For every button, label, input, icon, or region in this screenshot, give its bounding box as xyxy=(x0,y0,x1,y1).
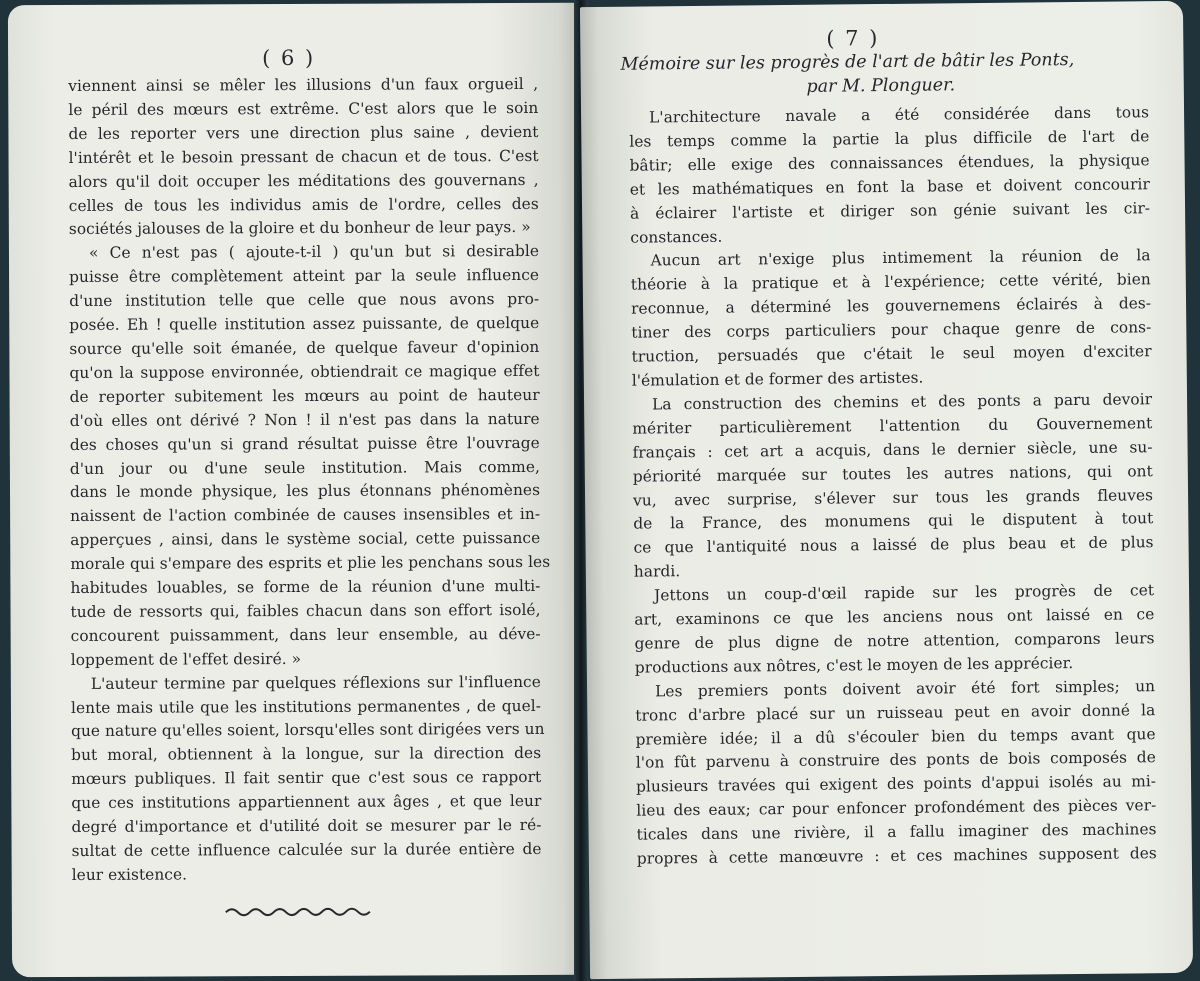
text-line: loppement de l'effet desiré. » xyxy=(70,649,302,669)
text-line: à éclairer l'artiste et diriger son génie suivant les cir- xyxy=(629,198,1151,223)
text-line: que ces institutions appartiennent aux âges , et que leur xyxy=(71,792,542,813)
text-line: leur existence. xyxy=(71,865,188,884)
text-line: naissent de l'action combinée de causes insensibles et in- xyxy=(70,505,541,526)
text-line: théorie à la pratique et à l'expérience; cette vérité, bien xyxy=(630,270,1151,295)
text-line: plusieurs travées qui exigent des points d'appui isolés au mi- xyxy=(636,772,1157,797)
text-line: viennent ainsi se mêler les illusions d'un faux orgueil , xyxy=(68,74,539,95)
text-line: le péril des mœurs est extrême. C'est alors que le soin xyxy=(68,98,539,119)
text-line: bâtir; elle exige des connaissances étendues, la physique xyxy=(629,151,1150,175)
text-line: posée. Eh ! quelle institution assez puissante, de quelque xyxy=(69,313,540,335)
text-line: mériter particulièrement l'attention du Gouvernement xyxy=(632,413,1153,438)
page-number: ( 6 ) xyxy=(262,45,316,71)
text-line: but moral, obtiennent à la longue, sur la direction des xyxy=(71,744,542,765)
right-page-text xyxy=(629,101,1157,871)
text-line: l'on fût parvenu à construire des ponts de bois composés de xyxy=(635,748,1156,773)
text-line: périorité marquée sur toutes les autres nations, qui ont xyxy=(632,461,1153,486)
text-line: Les premiers ponts doivent avoir été fort simples; un xyxy=(654,676,1156,701)
text-line: concourent puissamment, dans leur ensemble, au déve- xyxy=(70,624,541,645)
text-line: première idée; il a dû s'écouler bien du temps avant que xyxy=(635,724,1156,749)
text-line: « Ce n'est pas ( ajoute-t-il ) qu'un but si desirable xyxy=(88,242,539,263)
left-page xyxy=(8,3,580,977)
text-line: propres à cette manœuvre : et ces machines supposent des xyxy=(636,844,1157,868)
text-line: tronc d'arbre placé sur un ruisseau peut en avoir donné la xyxy=(635,700,1156,725)
text-line: l'émulation et de former des artistes. xyxy=(631,368,924,390)
text-line: l'intérêt et le besoin pressant de chacun et de tous. C'est xyxy=(68,146,539,167)
text-line: degré d'importance et d'utilité doit se mesurer par le ré- xyxy=(71,816,542,837)
text-line: lieu des eaux; car pour enfoncer profondément des pièces ver- xyxy=(636,796,1157,820)
left-page-text xyxy=(68,73,551,888)
text-line: productions aux nôtres, c'est le moyen de les apprécier. xyxy=(634,653,1074,677)
text-line: truction, persuadés que c'était le seul moyen d'exciter xyxy=(631,342,1152,366)
text-line: habitudes louables, se forme de la réunion d'une multi- xyxy=(70,576,541,598)
text-line: dans le monde physique, les plus étonnans phénomènes xyxy=(69,481,541,502)
text-line: mœurs publiques. Il fait sentir que c'est sous ce rapport xyxy=(71,768,542,789)
text-line: apperçues , ainsi, dans le système social, cette puissance xyxy=(70,529,541,550)
text-line: morale qui s'empare des esprits et plie les penchans sous les xyxy=(70,553,551,574)
text-line: puisse être complètement atteint par la seule influence xyxy=(69,266,540,287)
text-line: lente mais utile que les institutions permanentes , de quel- xyxy=(70,696,541,717)
decorative-ornament-icon xyxy=(222,904,382,921)
text-line: celles de tous les individus amis de l'ordre, celles des xyxy=(68,194,539,215)
text-line: reconnue, a déterminé les gouvernemens éclairés à des- xyxy=(630,294,1152,318)
text-line: vu, avec surprise, s'élever sur tous les grands fleuves xyxy=(632,485,1154,510)
text-line: des choses qu'un si grand résultat puisse être l'ouvrage xyxy=(69,433,540,454)
text-line: L'architecture navale a été considérée dans tous xyxy=(648,103,1150,127)
article-title-line2: par M. Plonguer. xyxy=(806,75,956,97)
text-line: que nature qu'elles soient, lorsqu'elles sont dirigées vers un xyxy=(71,720,545,741)
text-line: français : cet art a acquis, dans le dernier siècle, une su- xyxy=(632,437,1153,462)
article-title xyxy=(620,47,1140,100)
page-number: ( 7 ) xyxy=(826,26,880,51)
text-line: d'une institution telle que celle que nous avons pro- xyxy=(69,290,540,311)
article-title-line1: Mémoire sur les progrès de l'art de bâtir les Ponts, xyxy=(620,50,1075,75)
text-line: Aucun art n'exige plus intimement la réunion de la xyxy=(650,246,1151,270)
text-line: tude de ressorts qui, faibles chacun dans son effort isolé, xyxy=(70,600,541,621)
text-line: d'où elles ont dérivé ? Non ! il n'est pas dans la nature xyxy=(69,409,540,430)
text-line: qu'on la suppose environnée, obtiendrait ce magique effet xyxy=(69,361,540,382)
text-line: constances. xyxy=(630,227,723,247)
text-line: de la France, des monumens qui le disputent à tout xyxy=(633,509,1154,534)
text-line: ticales dans une rivière, il a fallu imaginer des machines xyxy=(636,820,1157,844)
text-line: de reporter subitement les mœurs au point de hauteur xyxy=(69,385,540,406)
text-line: alors qu'il doit occuper les méditations des gouvernans , xyxy=(68,170,539,191)
text-line: tiner des corps particuliers pour chaque genre de cons- xyxy=(631,318,1152,342)
text-line: source qu'elle soit émanée, de quelque faveur d'opinion xyxy=(69,337,540,358)
text-line: sultat de cette influence calculée sur la durée entière de xyxy=(71,839,542,860)
text-line: art, examinons ce que les anciens nous ont laissé en ce xyxy=(634,605,1155,629)
text-line: L'auteur termine par quelques réflexions sur l'influence xyxy=(90,672,541,693)
text-line: de les reporter vers une direction plus saine , devient xyxy=(68,122,539,143)
text-line: les temps comme la partie la plus difficile de l'art de xyxy=(629,127,1150,151)
text-line: Jettons un coup-d'œil rapide sur les progrès de cet xyxy=(653,581,1155,605)
text-line: et les mathématiques en font la base et doivent concourir xyxy=(629,174,1150,199)
text-line: sociétés jalouses de la gloire et du bonheur de leur pays. » xyxy=(68,218,531,239)
text-line: hardi. xyxy=(633,562,681,581)
text-line: La construction des chemins et des ponts a paru devoir xyxy=(651,390,1153,414)
text-line: genre de plus digne de notre attention, comparons leurs xyxy=(634,629,1155,653)
text-line: d'un jour ou d'une seule institution. Mais comme, xyxy=(69,457,540,478)
text-line: ce que l'antiquité nous a laissé de plus beau et de plus xyxy=(633,533,1154,557)
right-page xyxy=(580,1,1193,979)
